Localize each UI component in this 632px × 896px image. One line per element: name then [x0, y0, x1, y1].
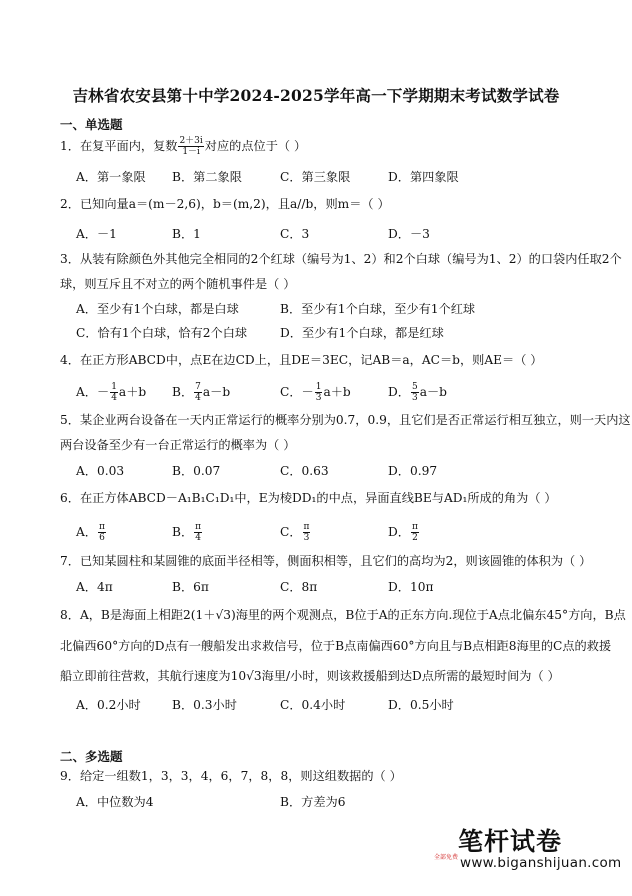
q1-fraction: $\frac{2+3i}{1-i}$	[179, 136, 203, 157]
q2-option-d: D．－3	[388, 227, 430, 241]
question-8-line-2: 北偏西60°方向的D点有一艘船发出求救信号，位于B点南偏西60°方向且与B点相距8海里的C点的救援	[60, 639, 612, 653]
question-5-line-1: 5．某企业两台设备在一天内正常运行的概率分别为0.7，0.9，且它们是否正常运行相互独立，则一天内这	[60, 413, 631, 427]
section-multi-choice: 二、多选题	[60, 749, 123, 764]
section-single-choice: 一、单选题	[60, 117, 123, 132]
q5-option-a: A．0.03	[76, 464, 125, 478]
q7-option-a: A．4π	[76, 580, 113, 594]
watermark-logo	[420, 818, 620, 878]
q7-option-c: C．8π	[280, 580, 318, 594]
question-8-line-3: 船立即前往营救，其航行速度为10√3海里/小时，则该救援船到达D点所需的最短时间为（ ）	[60, 669, 560, 683]
q3-option-b: B．至少有1个白球，至少有1个红球	[280, 302, 476, 316]
page-title: 吉林省农安县第十中学2024-2025学年高一下学期期末考试数学试卷	[72, 86, 560, 105]
question-2: 2．已知向量a＝(m－2,6)，b＝(m,2)，且a//b，则m＝（ ）	[60, 197, 390, 211]
q4-option-d: D． $\frac{5}{3}$ a－b	[388, 382, 447, 403]
q2-option-b: B．1	[172, 227, 201, 241]
logo-tag: 全部免费	[434, 854, 459, 861]
question-3-line-1: 3．从装有除颜色外其他完全相同的2个红球（编号为1、2）和2个白球（编号为1、2）的口袋内任取2个	[60, 252, 622, 266]
q1-stem-start: 1．在复平面内，复数	[60, 139, 178, 153]
q5-option-c: C．0.63	[280, 464, 329, 478]
question-6: 6．在正方体ABCD－A₁B₁C₁D₁中，E为棱DD₁的中点，异面直线BE与AD₁所成的角为（ ）	[60, 491, 557, 505]
q5-option-d: D．0.97	[388, 464, 438, 478]
question-8-line-1: 8．A，B是海面上相距2(1＋√3)海里的两个观测点，B位于A的正东方向.现位于A点北偏东45°方向，B点	[60, 608, 626, 622]
question-3-line-2: 球，则互斥且不对立的两个随机事件是（ ）	[60, 277, 296, 291]
q3-option-d: D．至少有1个白球，都是红球	[280, 326, 444, 340]
question-4: 4．在正方形ABCD中，点E在边CD上，且DE＝3EC，记AB＝a，AC＝b，则AE＝（ ）	[60, 353, 543, 367]
q2-option-c: C．3	[280, 227, 310, 241]
q6-option-b: B． $\frac{\pi}{4}$	[172, 522, 202, 543]
q8-option-c: C．0.4小时	[280, 698, 346, 712]
q3-option-a: A．至少有1个白球，都是白球	[76, 302, 239, 316]
q7-option-d: D．10π	[388, 580, 434, 594]
q4-option-b: B． $\frac{7}{4}$ a－b	[172, 382, 231, 403]
q6-option-a: A． $\frac{\pi}{6}$	[76, 522, 105, 543]
q4-option-c: C．－ $\frac{1}{3}$ a＋b	[280, 382, 351, 403]
q3-option-c: C．恰有1个白球，恰有2个白球	[76, 326, 248, 340]
q1-option-b: B．第二象限	[172, 170, 242, 184]
q9-option-a: A．中位数为4	[76, 795, 154, 809]
logo-name: 笔杆试卷	[458, 827, 563, 856]
q1-option-a: A．第一象限	[76, 170, 146, 184]
q8-option-a: A．0.2小时	[76, 698, 141, 712]
q1-option-c: C．第三象限	[280, 170, 351, 184]
q1-option-d: D．第四象限	[388, 170, 459, 184]
question-9: 9．给定一组数1，3，3，4，6，7，8，8，则这组数据的（ ）	[60, 769, 402, 783]
q6-option-c: C． $\frac{\pi}{3}$	[280, 522, 310, 543]
q9-option-b: B．方差为6	[280, 795, 346, 809]
q6-option-d: D． $\frac{\pi}{2}$	[388, 522, 418, 543]
q8-option-b: B．0.3小时	[172, 698, 237, 712]
q8-option-d: D．0.5小时	[388, 698, 454, 712]
question-1	[60, 136, 580, 157]
q2-option-a: A．－1	[76, 227, 117, 241]
q1-stem-end: 对应的点位于（ ）	[204, 139, 307, 153]
question-5-line-2: 两台设备至少有一台正常运行的概率为（ ）	[60, 438, 296, 452]
q5-option-b: B．0.07	[172, 464, 221, 478]
question-7: 7．已知某圆柱和某圆锥的底面半径相等，侧面积相等，且它们的高均为2，则该圆锥的体积为（ ）	[60, 554, 592, 568]
q7-option-b: B．6π	[172, 580, 209, 594]
logo-url: www.biganshijuan.com	[460, 855, 622, 871]
q4-option-a: A．－ $\frac{1}{4}$ a＋b	[76, 382, 147, 403]
